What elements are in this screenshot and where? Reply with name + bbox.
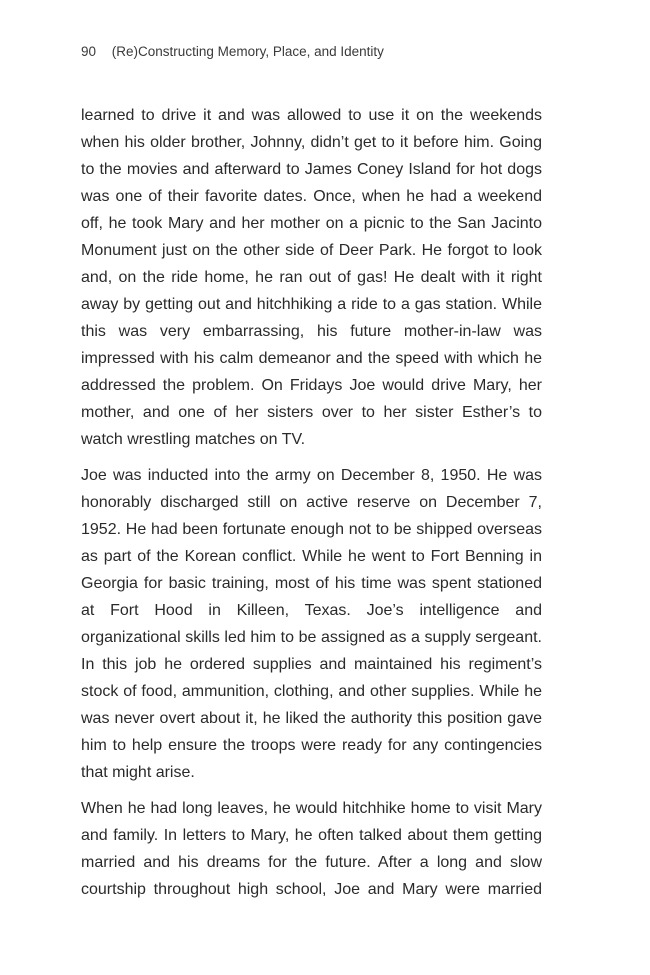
paragraph: learned to drive it and was allowed to use it on the weekends when his older brother, Johnny, didn’t get to it before him. Going to the movies and afterward to James Coney Island for hot dogs was one of their favorite dates. Once, when he had a weekend off, he took Mary and her mother on a picnic to the San Jacinto Monument just on the other side of Deer Park. He forgot to look and, on the ride home, he ran out of gas! He dealt with it right away by getting out and hitchhiking a ride to a gas station. While this was very embarrassing, his future mother-in-law was impressed with his calm demeanor and the speed with which he addressed the problem. On Fridays Joe would drive Mary, her mother, and one of her sisters over to her sister Esther’s to watch wrestling matches on TV. [81, 107, 542, 448]
paragraph: When he had long leaves, he would hitchhike home to visit Mary and family. In letters to Mary, he often talked about them getting married and his dreams for the future. After a long and slow courtship throughout high school, Joe and Mary were married [81, 800, 542, 898]
paragraph: Joe was inducted into the army on December 8, 1950. He was honorably discharged still on active reserve on December 7, 1952. He had been fortunate enough not to be shipped overseas as part of the Korean conflict. While he went to Fort Benning in Georgia for basic training, most of his time was spent stationed at Fort Hood in Killeen, Texas. Joe’s intelligence and organizational skills led him to be assigned as a supply sergeant. In this job he ordered supplies and maintained his regiment’s stock of food, ammunition, clothing, and other supplies. While he was never overt about it, he liked the authority this position gave him to help ensure the troops were ready for any contingencies that might arise. [81, 467, 542, 781]
page-number: 90 [81, 44, 97, 59]
running-header [81, 44, 384, 59]
running-title: (Re)Constructing Memory, Place, and Identity [111, 44, 384, 59]
body-text [81, 102, 542, 903]
